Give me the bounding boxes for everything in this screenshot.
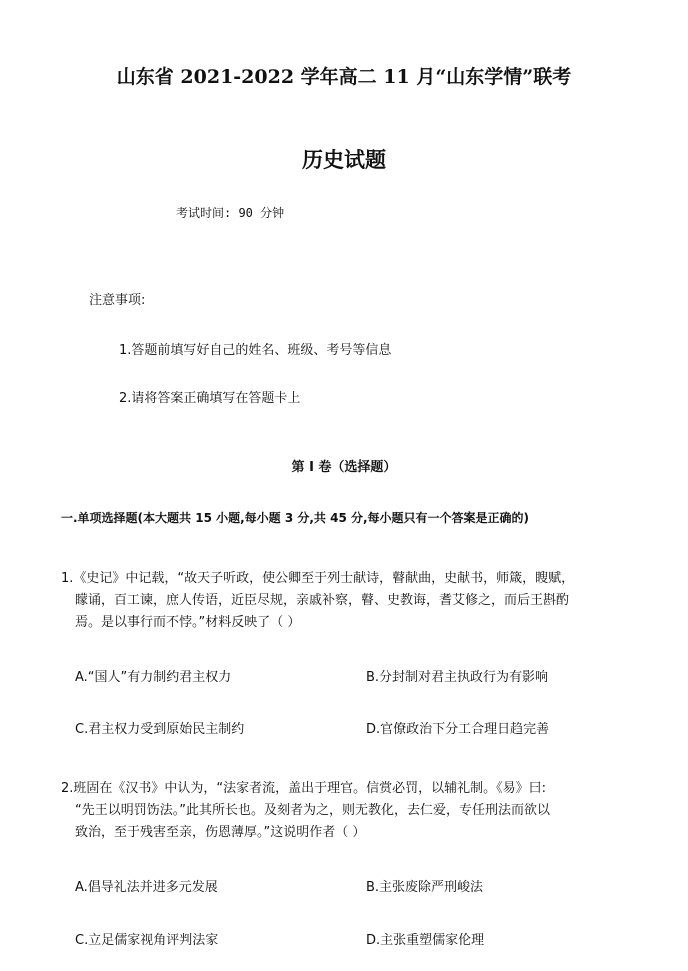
question-2-line-3: 致治，至于残害至亲，伤恩薄厚。”这说明作者（ ） [75, 825, 366, 840]
notice-item-1: 1.答题前填写好自己的姓名、班级、考号等信息 [119, 343, 392, 358]
document-subtitle: 历史试题 [302, 147, 386, 172]
notice-heading: 注意事项: [89, 293, 146, 308]
question-2-line-2: “先王以明罚饬法。”此其所长也。及刻者为之，则无教化，去仁爱，专任刑法而欲以 [75, 803, 550, 818]
exam-time: 考试时间: 90 分钟 [176, 206, 285, 220]
part-title: 一.单项选择题(本大题共 15 小题,每小题 3 分,共 45 分,每小题只有一个答案是正确的) [61, 511, 530, 525]
question-2-option-a: A.倡导礼法并进多元发展 [75, 880, 218, 895]
question-1-option-b: B.分封制对君主执政行为有影响 [366, 670, 549, 685]
question-2-option-d: D.主张重塑儒家伦理 [366, 933, 485, 948]
question-1-line-2: 矇诵，百工谏，庶人传语，近臣尽规，亲戚补察，瞽、史教诲，耆艾修之，而后王斟酌 [75, 593, 570, 608]
question-1-line-1: 1.《史记》中记载，“故天子听政，使公卿至于列士献诗，瞽献曲，史献书，师箴，瞍赋， [61, 571, 575, 586]
question-2-line-1: 2.班固在《汉书》中认为，“法家者流，盖出于理官。信赏必罚，以辅礼制。《易》曰: [61, 781, 547, 796]
question-1-option-d: D.官僚政治下分工合理日趋完善 [366, 722, 550, 737]
question-1-option-a: A.“国人”有力制约君主权力 [75, 670, 232, 685]
section-title: 第 I 卷（选择题） [291, 460, 397, 475]
question-1-option-c: C.君主权力受到原始民主制约 [75, 722, 245, 737]
question-2-option-c: C.立足儒家视角评判法家 [75, 933, 219, 948]
question-2-option-b: B.主张废除严刑峻法 [366, 880, 484, 895]
question-1-line-3: 焉。是以事行而不悖。”材料反映了（ ） [75, 615, 301, 630]
document-title: 山东省 2021-2022 学年高二 11 月“山东学情”联考 [116, 66, 572, 88]
notice-item-2: 2.请将答案正确填写在答题卡上 [119, 391, 301, 406]
